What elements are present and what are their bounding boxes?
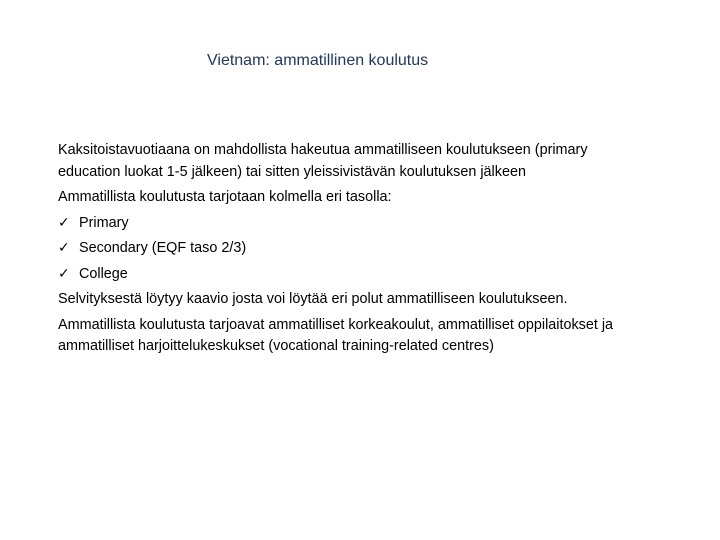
paragraph-providers: Ammatillista koulutusta tarjoavat ammatilliset korkeakoulut, ammatilliset oppilaitokset ja ammatilliset harjoittelukeskukset (vocational training-related centres) [58,316,614,354]
slide-title: Vietnam: ammatillinen koulutus [207,52,429,69]
list-item [58,264,643,286]
check-icon: ✓ [58,214,70,231]
check-icon: ✓ [58,240,70,256]
list-item-label: Secondary (EQF taso 2/3) [79,240,247,256]
paragraph-diagram: Selvityksestä löytyy kaavio josta voi löytää eri polut ammatilliseen koulutukseen. [58,291,568,307]
slide-body [58,140,643,362]
list-item [58,213,643,235]
check-icon: ✓ [58,265,70,282]
level-checklist [58,213,643,286]
list-item-label: Primary [79,214,129,231]
list-item [58,238,643,260]
list-item-label: College [79,265,128,282]
paragraph-levels: Ammatillista koulutusta tarjotaan kolmella eri tasolla: [58,189,392,205]
paragraph-intro: Kaksitoistavuotiaana on mahdollista hakeutua ammatilliseen koulutukseen (primary education luokat 1-5 jälkeen) tai sitten yleissivistävän koulutuksen jälkeen [58,142,588,180]
